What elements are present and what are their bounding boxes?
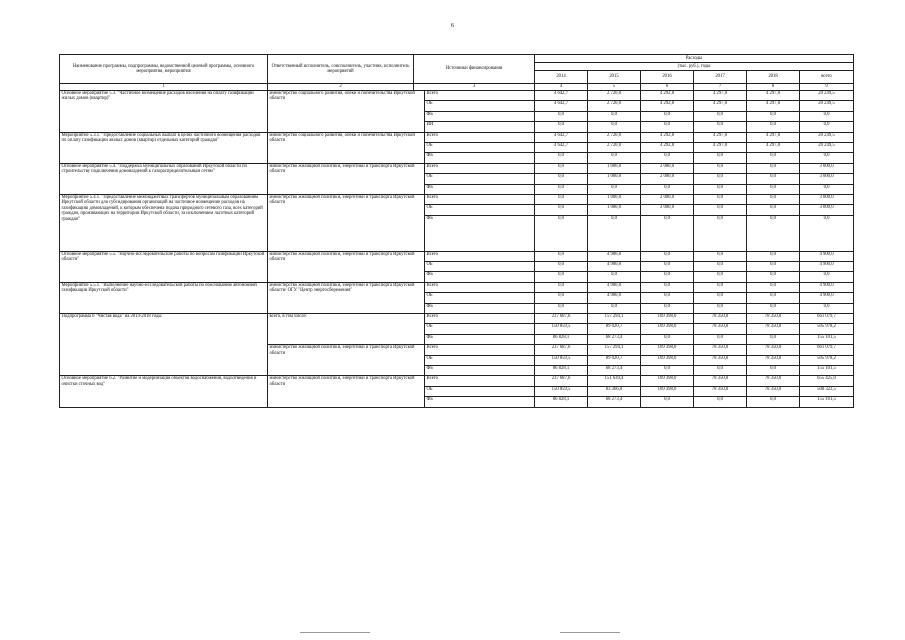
year-cell: 0,0 [694, 251, 747, 261]
year-cell: 0,0 [694, 334, 747, 344]
col-number: 4 [535, 84, 588, 91]
year-cell: 4 900,0 [588, 293, 641, 303]
year-cell: 78 350,0 [747, 324, 800, 334]
year-cell: 4 292,8 [641, 91, 694, 101]
col-number: 5 [588, 84, 641, 91]
year-cell: 0,0 [535, 282, 588, 292]
year-cell: 2 000,0 [641, 163, 694, 173]
year-cell: 0,0 [747, 215, 800, 251]
year-cell: 78 350,0 [747, 345, 800, 355]
header-source: Источники финансирования [414, 55, 535, 84]
year-cell: 2 720,0 [588, 91, 641, 101]
year-cell: 150 859,5 [535, 355, 588, 365]
year-cell: 0,0 [535, 163, 588, 173]
funding-source: ФБ [425, 397, 535, 407]
year-cell: 86 828,1 [535, 365, 588, 375]
year-cell: 68 273,4 [588, 334, 641, 344]
year-cell: 0,0 [747, 282, 800, 292]
year-cell: 2 720,0 [588, 101, 641, 111]
total-cell: 20 249,5 [800, 142, 854, 152]
executor-name: министерство жилищной политики, энергетики и транспорта Иркутской области/ ОГУ "Центр энергосбережения" [268, 282, 425, 313]
header-year: 2018 [747, 71, 800, 84]
funding-source: Всего [425, 314, 535, 324]
year-cell: 151 639,4 [588, 376, 641, 386]
year-cell: 0,0 [588, 215, 641, 251]
year-cell: 4 297,0 [694, 142, 747, 152]
year-cell: 4 297,0 [747, 132, 800, 142]
executor-name: министерство жилищной политики, энергетики и транспорта Иркутской области [268, 376, 425, 407]
year-cell: 0,0 [641, 251, 694, 261]
year-cell: 4 642,7 [535, 142, 588, 152]
executor-name: министерство жилищной политики, энергетики и транспорта Иркутской области [268, 194, 425, 251]
year-cell: 4 297,0 [747, 91, 800, 101]
total-cell: 155 101,5 [800, 334, 854, 344]
page-number: 6 [450, 22, 455, 29]
funding-source: ОБ [425, 142, 535, 152]
year-cell: 0,0 [747, 365, 800, 375]
year-cell: 1 000,0 [588, 163, 641, 173]
year-cell: 0,0 [747, 303, 800, 313]
year-cell: 2 000,0 [641, 194, 694, 204]
year-cell: 237 687,6 [535, 376, 588, 386]
funding-source: ОБ [425, 355, 535, 365]
year-cell: 0,0 [641, 397, 694, 407]
year-cell: 0,0 [747, 293, 800, 303]
year-cell: 0,0 [747, 111, 800, 121]
header-year: 2017 [694, 71, 747, 84]
year-cell: 0,0 [641, 111, 694, 121]
year-cell: 0,0 [694, 397, 747, 407]
year-cell: 4 642,7 [535, 132, 588, 142]
ministry-label: министерство жилищной политики, энергетики и транспорта Иркутской области [268, 345, 425, 376]
header-executor: Ответственный исполнитель, соисполнитель, участник, исполнитель мероприятий [268, 55, 414, 84]
total-cell: 4 900,0 [800, 293, 854, 303]
total-cell: 0,0 [800, 272, 854, 282]
year-cell: 4 292,8 [641, 101, 694, 111]
year-cell: 0,0 [535, 122, 588, 132]
year-cell: 0,0 [694, 194, 747, 204]
year-cell: 0,0 [694, 174, 747, 184]
year-cell: 150 859,5 [535, 324, 588, 334]
funding-source: ОБ [425, 386, 535, 396]
funding-source: Всего [425, 282, 535, 292]
year-cell: 0,0 [641, 153, 694, 163]
year-cell: 4 642,7 [535, 91, 588, 101]
year-cell: 0,0 [694, 111, 747, 121]
measure-name: Основное мероприятие 5.3. "Частичное возмещение расходов населения на оплату газификации жилых домов (квартир)" [60, 91, 268, 133]
funding-source: ОБ [425, 101, 535, 111]
year-cell: 4 900,0 [588, 262, 641, 272]
total-cell: 0,0 [800, 184, 854, 194]
funding-source: ФБ [425, 365, 535, 375]
year-cell: 0,0 [588, 272, 641, 282]
year-cell: 0,0 [694, 184, 747, 194]
table-row [60, 314, 854, 324]
total-cell: 505 978,2 [800, 324, 854, 334]
year-cell: 4 297,0 [747, 142, 800, 152]
year-cell: 78 350,0 [694, 324, 747, 334]
year-cell: 78 350,0 [747, 355, 800, 365]
funding-source: Всего [425, 163, 535, 173]
year-cell: 0,0 [747, 262, 800, 272]
year-cell: 4 900,0 [588, 282, 641, 292]
col-number: 8 [747, 84, 800, 91]
year-cell: 0,0 [588, 153, 641, 163]
year-cell: 1 000,0 [588, 194, 641, 204]
total-cell: 0,0 [800, 303, 854, 313]
total-label: всего, в том числе: [268, 314, 425, 345]
table-row [60, 282, 854, 292]
year-cell: 4 297,0 [694, 91, 747, 101]
header-year-total: всего [800, 71, 854, 84]
year-cell: 0,0 [694, 262, 747, 272]
total-cell: 3 000,0 [800, 163, 854, 173]
executor-name: министерство социального развития, опеки и попечительства Иркутской области [268, 132, 425, 163]
year-cell: 0,0 [641, 365, 694, 375]
funding-source: Всего [425, 376, 535, 386]
measure-name: Основное мероприятие 5.5. "Научно-исследовательские работы по вопросам газификации Иркутской области" [60, 251, 268, 282]
measure-name: Мероприятие 5.3.1. "Предоставление социальных выплат в целях частичного возмещения расходов по оплату газификации жилых домов (квартир) отдельных категорий граждан" [60, 132, 268, 163]
measure-name: Основное мероприятие 6.2. "Развитие и модернизация объектов водоснабжения, водоотведения и очистки сточных вод" [60, 376, 268, 407]
total-cell: 155 101,5 [800, 397, 854, 407]
total-cell: 0,0 [800, 153, 854, 163]
year-cell: 109 398,0 [641, 386, 694, 396]
col-number: 6 [641, 84, 694, 91]
year-cell: 78 350,0 [747, 314, 800, 324]
year-cell: 109 398,0 [641, 345, 694, 355]
year-cell: 4 297,0 [694, 101, 747, 111]
year-cell: 0,0 [641, 122, 694, 132]
funding-source: ФБ [425, 272, 535, 282]
year-cell: 0,0 [641, 293, 694, 303]
year-cell: 78 350,0 [694, 376, 747, 386]
year-cell: 0,0 [641, 303, 694, 313]
year-cell: 0,0 [747, 397, 800, 407]
year-cell: 1 000,0 [588, 205, 641, 215]
table-row [60, 194, 854, 204]
year-cell: 0,0 [535, 272, 588, 282]
header-units: (тыс. руб.), годы [535, 63, 854, 71]
year-cell: 0,0 [747, 251, 800, 261]
table-row [60, 163, 854, 173]
funding-source: ФБ [425, 215, 535, 251]
year-cell: 0,0 [694, 205, 747, 215]
col-number: 7 [694, 84, 747, 91]
year-cell: 89 020,7 [588, 324, 641, 334]
table-row [60, 91, 854, 101]
funding-source: Всего [425, 251, 535, 261]
year-cell: 0,0 [694, 272, 747, 282]
year-cell: 2 720,0 [588, 132, 641, 142]
table-row [60, 376, 854, 386]
year-cell: 109 398,0 [641, 376, 694, 386]
year-cell: 0,0 [588, 303, 641, 313]
measure-name: Основное мероприятие 5.4. "Поддержка муниципальных образований Иркутской области по строительству подключения домовладений к газораспределительным сетям" [60, 163, 268, 194]
col-number: 3 [414, 84, 535, 91]
year-cell: 0,0 [641, 272, 694, 282]
total-cell: 3 000,0 [800, 194, 854, 204]
year-cell: 4 297,0 [747, 101, 800, 111]
year-cell: 0,0 [588, 184, 641, 194]
header-name: Наименование программы, подпрограммы, ведомственной целевой программы, основного мероприятия, мероприятия [60, 55, 268, 84]
year-cell: 0,0 [747, 174, 800, 184]
funding-source: ФБ [425, 111, 535, 121]
year-cell: 150 859,5 [535, 386, 588, 396]
total-cell: 0,0 [800, 215, 854, 251]
col-number: 2 [268, 84, 414, 91]
total-cell: 655 425,0 [800, 376, 854, 386]
year-cell: 4 292,8 [641, 142, 694, 152]
total-cell: 505 978,2 [800, 355, 854, 365]
year-cell: 0,0 [694, 365, 747, 375]
year-cell: 0,0 [535, 205, 588, 215]
total-cell: 3 000,0 [800, 205, 854, 215]
funding-source: ОБ [425, 174, 535, 184]
year-cell: 0,0 [535, 111, 588, 121]
total-cell: 500 323,5 [800, 386, 854, 396]
year-cell: 0,0 [747, 122, 800, 132]
year-cell: 4 292,8 [641, 132, 694, 142]
year-cell: 0,0 [747, 153, 800, 163]
table-row [60, 251, 854, 261]
year-cell: 78 350,0 [747, 386, 800, 396]
year-cell: 0,0 [535, 251, 588, 261]
program-name: Подпрограмма 6 "Чистая вода" на 2014-2018 годы [60, 314, 268, 376]
year-cell: 78 350,0 [694, 386, 747, 396]
total-cell: 4 900,0 [800, 251, 854, 261]
year-cell: 2 000,0 [641, 205, 694, 215]
year-cell: 4 297,0 [694, 132, 747, 142]
year-cell: 0,0 [641, 262, 694, 272]
year-cell: 2 000,0 [641, 174, 694, 184]
year-cell: 109 398,0 [641, 355, 694, 365]
measure-name: Мероприятие 5.4.1. "Предоставление межбюджетных трансфертов муниципальным образованиям Иркутской области для субсидирования организаций на частичное возмещение расходов на газификацию домовладений, к которым обеспечена подача природного сетевого газа, всех категорий граждан, проживающих на территории Иркутской области, за исключением льготных категорий граждан" [60, 194, 268, 251]
footer-rule [300, 632, 370, 633]
funding-source: ОБ [425, 262, 535, 272]
executor-name: министерство социального развития, опеки и попечительства Иркутской области [268, 91, 425, 133]
col-number: 9 [800, 84, 854, 91]
year-cell: 0,0 [747, 184, 800, 194]
year-cell: 0,0 [641, 215, 694, 251]
year-cell: 237 687,6 [535, 314, 588, 324]
funding-source: Всего [425, 91, 535, 101]
total-cell: 20 249,5 [800, 91, 854, 101]
year-cell: 0,0 [747, 272, 800, 282]
funding-source: ФБ [425, 303, 535, 313]
year-cell: 0,0 [694, 163, 747, 173]
year-cell: 157 294,1 [588, 345, 641, 355]
total-cell: 661 079,7 [800, 314, 854, 324]
year-cell: 78 350,0 [694, 345, 747, 355]
year-cell: 0,0 [535, 303, 588, 313]
funding-source: ФБ [425, 184, 535, 194]
funding-source: Всего [425, 345, 535, 355]
year-cell: 78 350,0 [694, 314, 747, 324]
year-cell: 1 000,0 [588, 174, 641, 184]
year-cell: 0,0 [641, 184, 694, 194]
funding-source: ОБ [425, 324, 535, 334]
year-cell: 86 828,1 [535, 334, 588, 344]
total-cell: 4 900,0 [800, 262, 854, 272]
year-cell: 2 720,0 [588, 142, 641, 152]
total-cell: 20 249,5 [800, 132, 854, 142]
total-cell: 4 900,0 [800, 282, 854, 292]
year-cell: 4 642,7 [535, 101, 588, 111]
year-cell: 0,0 [641, 334, 694, 344]
footer-rule [560, 632, 620, 633]
year-cell: 0,0 [535, 174, 588, 184]
year-cell: 0,0 [694, 122, 747, 132]
year-cell: 237 687,6 [535, 345, 588, 355]
measure-name: Мероприятие 5.5.1. "Выполнение научно-исследовательской работы по обоснованию автономной газификации Иркутской области" [60, 282, 268, 313]
funding-source: ОБ [425, 205, 535, 215]
total-cell: 0,0 [800, 122, 854, 132]
year-cell: 86 828,1 [535, 397, 588, 407]
year-cell: 68 273,4 [588, 365, 641, 375]
year-cell: 0,0 [535, 293, 588, 303]
header-year: 2016 [641, 71, 694, 84]
year-cell: 0,0 [694, 303, 747, 313]
total-cell: 155 101,5 [800, 365, 854, 375]
year-cell: 0,0 [694, 215, 747, 251]
year-cell: 0,0 [535, 194, 588, 204]
header-year: 2015 [588, 71, 641, 84]
funding-source: ФБ [425, 153, 535, 163]
year-cell: 78 350,0 [747, 376, 800, 386]
funding-source: ОБ [425, 293, 535, 303]
budget-table [59, 54, 854, 408]
total-cell: 3 000,0 [800, 174, 854, 184]
year-cell: 0,0 [747, 205, 800, 215]
year-cell: 78 350,0 [694, 355, 747, 365]
year-cell: 0,0 [694, 282, 747, 292]
col-number: 1 [60, 84, 268, 91]
year-cell: 0,0 [535, 215, 588, 251]
executor-name: министерство жилищной политики, энергетики и транспорта Иркутской области [268, 163, 425, 194]
year-cell: 0,0 [535, 262, 588, 272]
year-cell: 109 398,0 [641, 324, 694, 334]
total-cell: 661 079,7 [800, 345, 854, 355]
executor-name: министерство жилищной политики, энергетики и транспорта Иркутской области [268, 251, 425, 282]
funding-source: Всего [425, 132, 535, 142]
table-row [60, 132, 854, 142]
header-year: 2014 [535, 71, 588, 84]
year-cell: 0,0 [535, 153, 588, 163]
year-cell: 0,0 [747, 163, 800, 173]
year-cell: 0,0 [588, 122, 641, 132]
year-cell: 0,0 [694, 293, 747, 303]
year-cell: 109 398,0 [641, 314, 694, 324]
year-cell: 0,0 [694, 153, 747, 163]
year-cell: 0,0 [535, 184, 588, 194]
funding-source: ФБ [425, 334, 535, 344]
year-cell: 4 900,0 [588, 251, 641, 261]
total-cell: 0,0 [800, 111, 854, 121]
total-cell: 20 249,5 [800, 101, 854, 111]
funding-source: ИИ [425, 122, 535, 132]
year-cell: 0,0 [588, 111, 641, 121]
year-cell: 0,0 [747, 194, 800, 204]
year-cell: 83 366,0 [588, 386, 641, 396]
year-cell: 0,0 [641, 282, 694, 292]
funding-source: Всего [425, 194, 535, 204]
year-cell: 0,0 [747, 334, 800, 344]
year-cell: 157 294,1 [588, 314, 641, 324]
year-cell: 68 273,4 [588, 397, 641, 407]
year-cell: 89 020,7 [588, 355, 641, 365]
header-costs: Расходы [535, 55, 854, 63]
